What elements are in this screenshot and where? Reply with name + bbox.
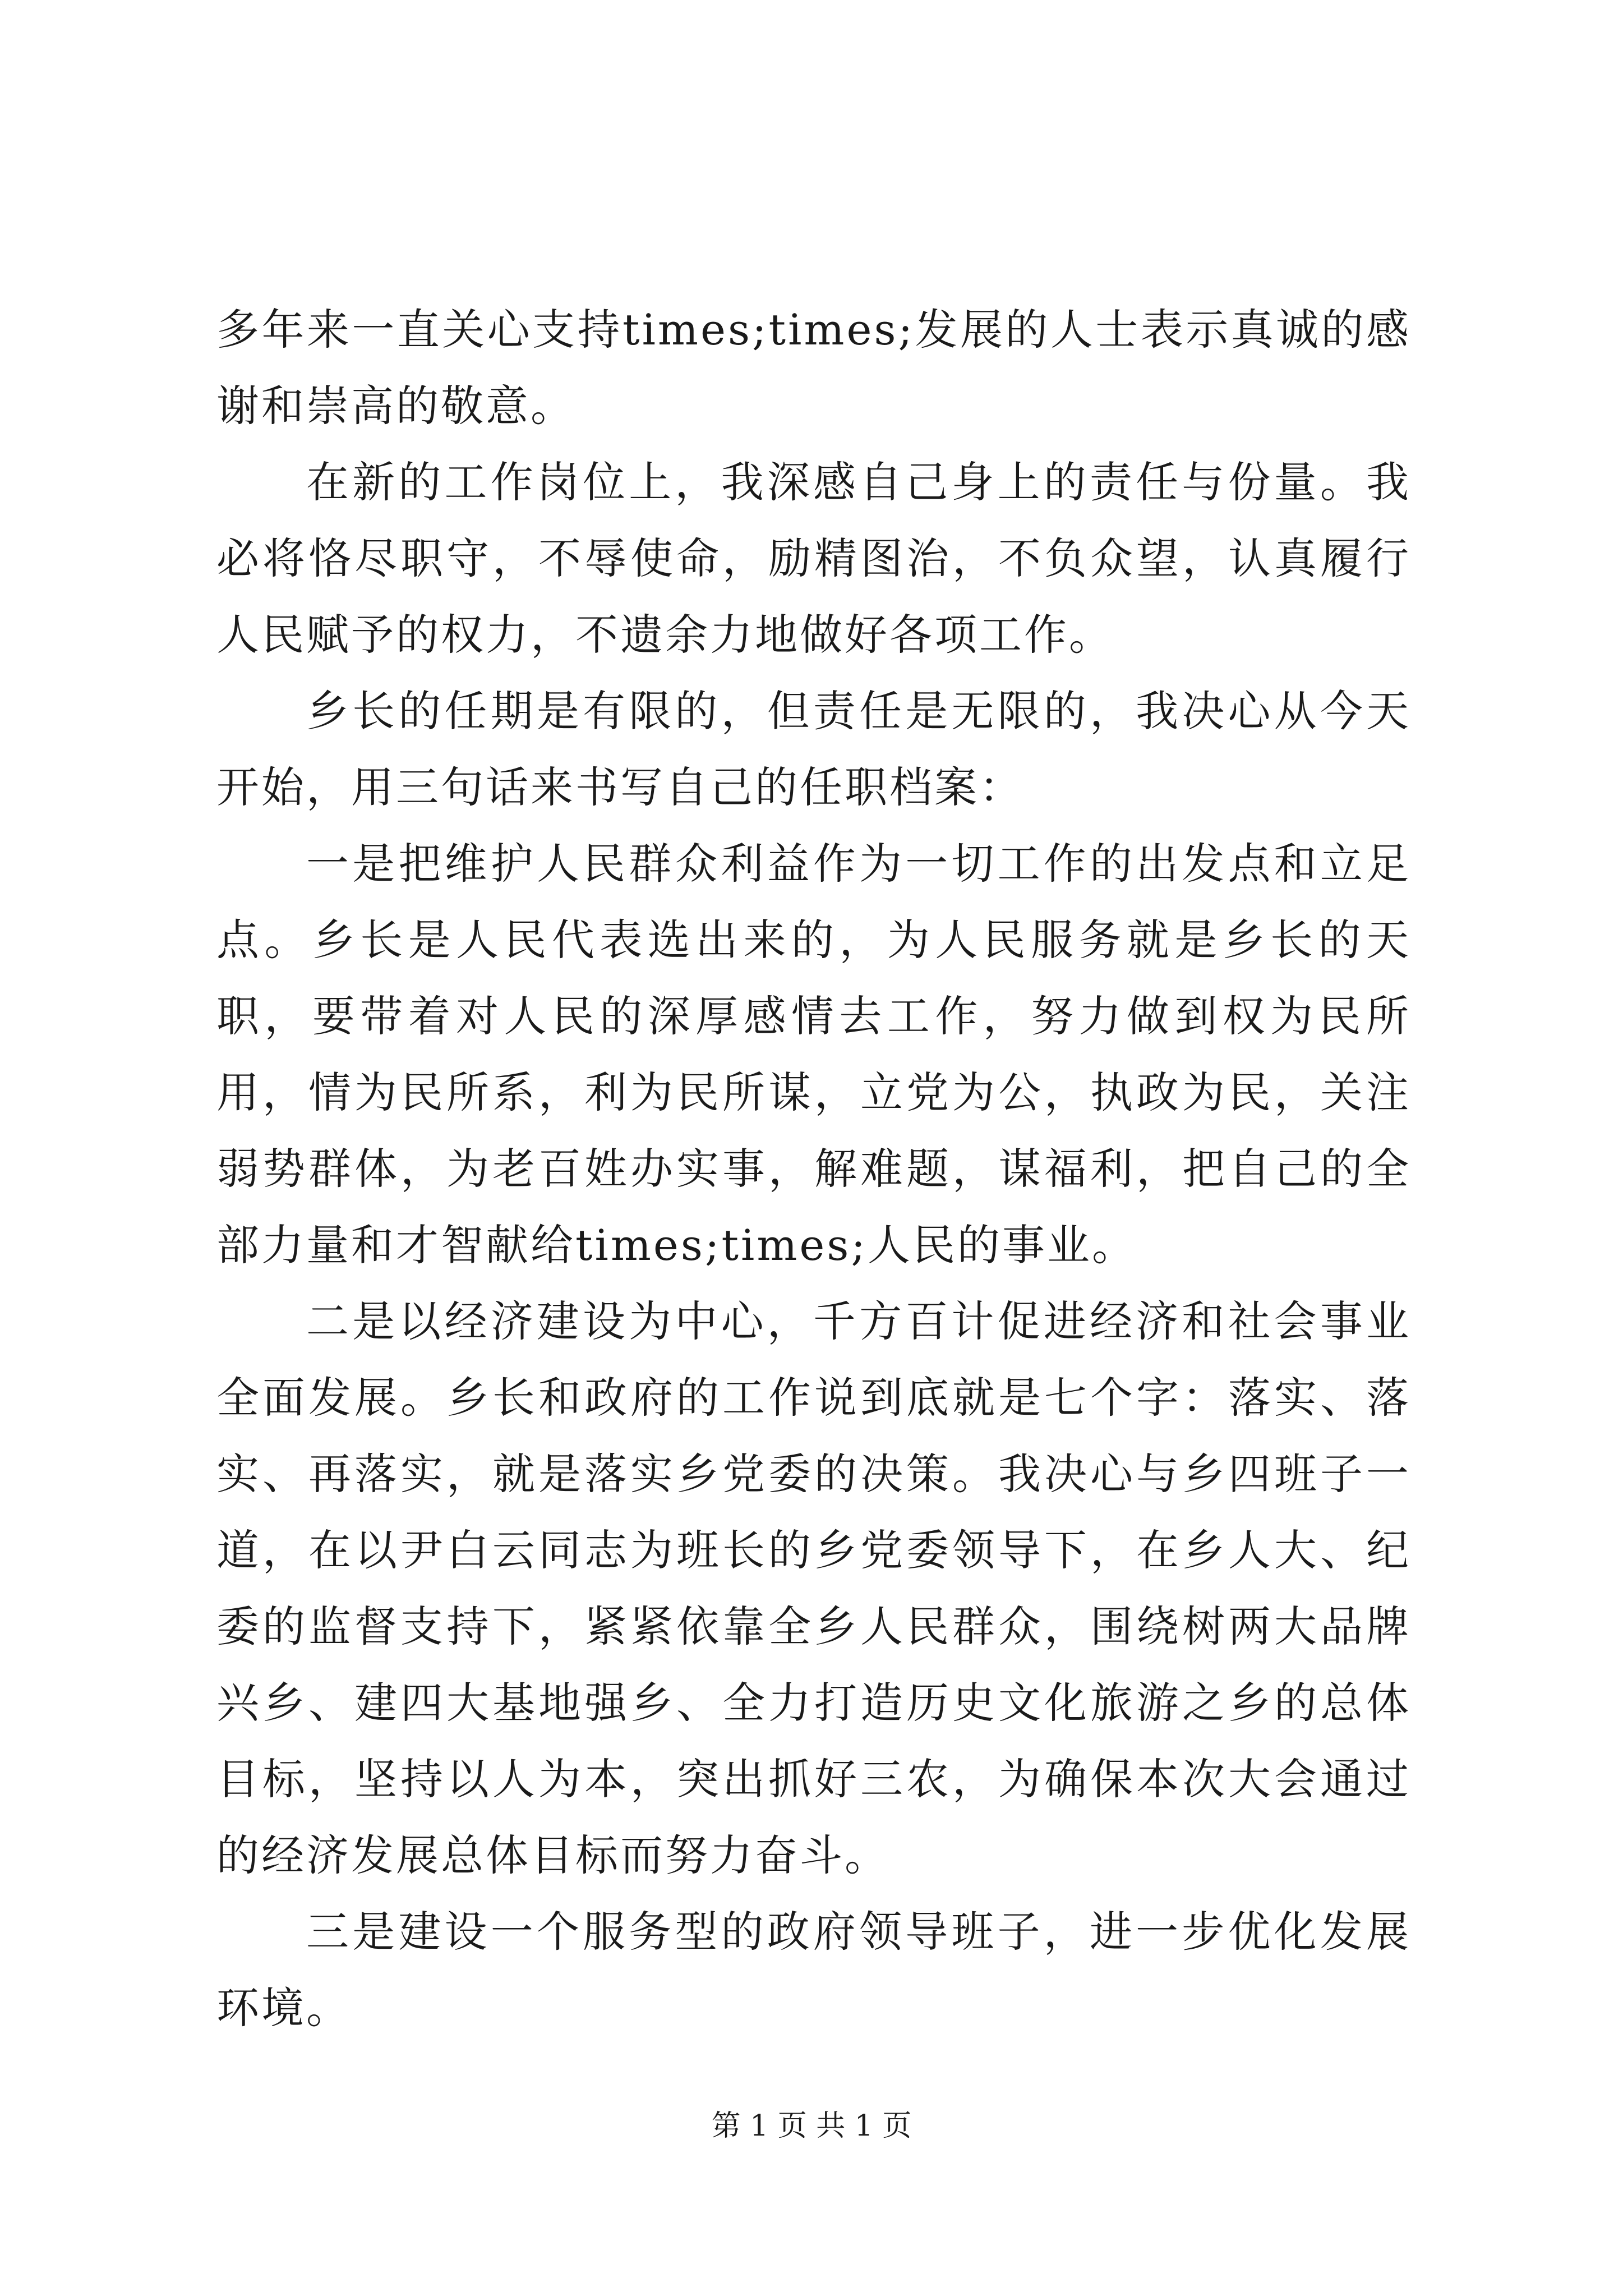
paragraph-4: 一是把维护人民群众利益作为一切工作的出发点和立足点。乡长是人民代表选出来的，为人民服务就是乡长的天职，要带着对人民的深厚感情去工作，努力做到权为民所用，情为民所系，利为民所谋，立党为公，执政为民，关注弱势群体，为老百姓办实事，解难题，谋福利，把自己的全部力量和才智献给times;times;人民的事业。	[216, 839, 1411, 1270]
paragraph-2: 在新的工作岗位上，我深感自己身上的责任与份量。我必将恪尽职守，不辱使命，励精图治，不负众望，认真履行人民赋予的权力，不遗余力地做好各项工作。	[216, 457, 1411, 660]
document-body	[216, 292, 1411, 2046]
paragraph-1: 多年来一直关心支持times;times;发展的人士表示真诚的感谢和崇高的敬意。	[216, 305, 1411, 431]
paragraph-6: 三是建设一个服务型的政府领导班子，进一步优化发展环境。	[216, 1907, 1411, 2033]
paragraph-3: 乡长的任期是有限的，但责任是无限的，我决心从今天开始，用三句话来书写自己的任职档案：	[216, 686, 1411, 812]
paragraph-5: 二是以经济建设为中心，千方百计促进经济和社会事业全面发展。乡长和政府的工作说到底就是七个字：落实、落实、再落实，就是落实乡党委的决策。我决心与乡四班子一道，在以尹白云同志为班长的乡党委领导下，在乡人大、纪委的监督支持下，紧紧依靠全乡人民群众，围绕树两大品牌兴乡、建四大基地强乡、全力打造历史文化旅游之乡的总体目标，坚持以人为本，突出抓好三农，为确保本次大会通过的经济发展总体目标而努力奋斗。	[216, 1296, 1411, 1880]
page-footer: 第 1 页 共 1 页	[711, 2109, 912, 2143]
